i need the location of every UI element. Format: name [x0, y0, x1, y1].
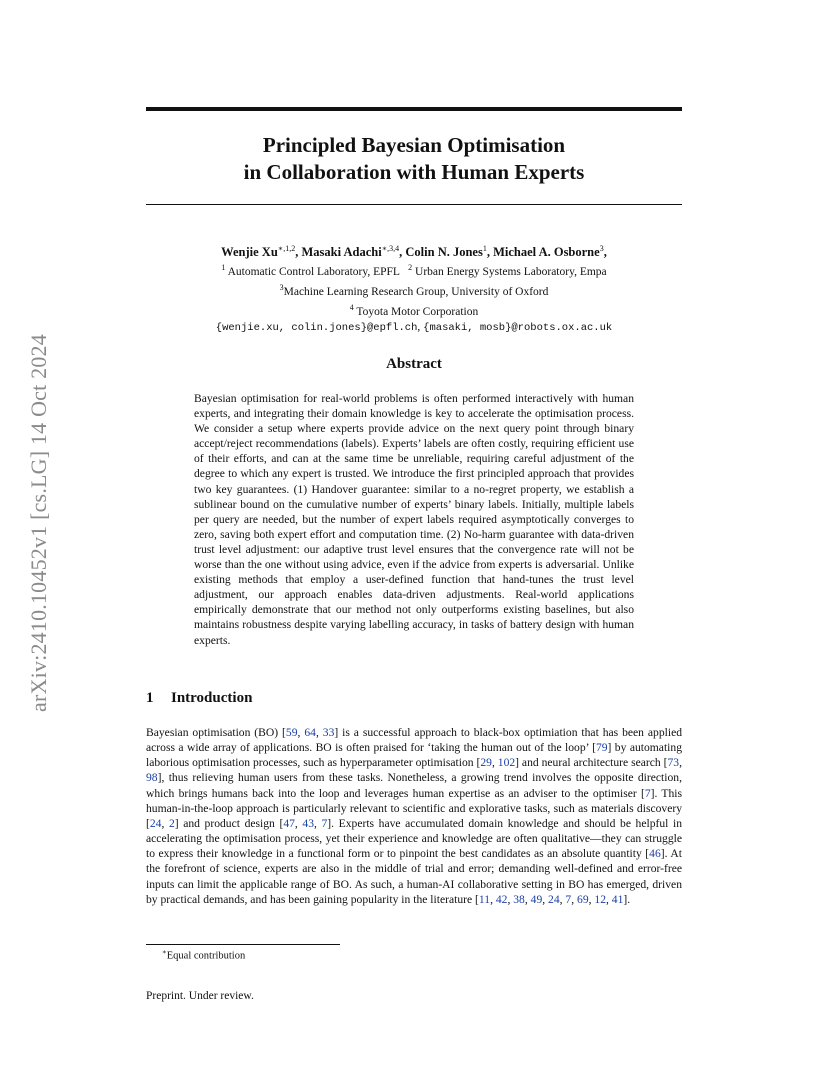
citation-link[interactable]: 43	[302, 816, 314, 830]
footnote-mark: ∗	[162, 948, 167, 956]
footnote	[162, 948, 245, 962]
author-name: Colin N. Jones	[405, 245, 483, 260]
title-line-1: Principled Bayesian Optimisation	[262, 133, 566, 157]
author-sup: 1	[482, 244, 487, 253]
citation-link[interactable]: 102	[497, 756, 516, 770]
affiliation: Urban Energy Systems Laboratory, Empa	[415, 265, 607, 278]
section-heading	[146, 690, 252, 707]
citation-link[interactable]: 11	[478, 892, 491, 906]
citation-link[interactable]: 24	[149, 816, 162, 830]
citation-link[interactable]: 29	[480, 756, 492, 770]
section-number: 1	[146, 690, 154, 706]
citation-link[interactable]: 69	[577, 892, 589, 906]
citation-link[interactable]: 64	[304, 726, 316, 739]
citation-link[interactable]: 42	[495, 892, 508, 906]
affiliation-line: $^1$ Automatic Control Laboratory, EPFL $^2$ Urban Energy Systems Laboratory, Empa	[221, 263, 607, 278]
affiliation: Toyota Motor Corporation	[356, 305, 479, 318]
footnote-rule	[146, 944, 340, 945]
citation-link[interactable]: 79	[595, 741, 608, 755]
citation-link[interactable]: 7	[321, 816, 328, 830]
citation-link[interactable]: 49	[530, 892, 543, 906]
arxiv-stamp	[22, 288, 56, 758]
author-name: Michael A. Osborne	[493, 245, 600, 260]
citation-link[interactable]: 38	[513, 892, 525, 906]
author-sup: ∗,1,2	[277, 244, 296, 253]
citation-link[interactable]: 7	[565, 892, 572, 906]
citation-link[interactable]: 12	[594, 892, 606, 906]
email-line: {wenjie.xu, colin.jones}@epfl.ch, {masaki, mosb}@robots.ox.ac.uk	[215, 320, 613, 334]
paper-title	[146, 132, 682, 186]
author-name: Masaki Adachi	[301, 245, 382, 260]
citation-link[interactable]: 7	[644, 786, 651, 800]
affiliation: Automatic Control Laboratory, EPFL	[227, 265, 400, 278]
citation-link[interactable]: 46	[649, 847, 661, 861]
author-name: Wenjie Xu	[221, 245, 278, 260]
author-sup: ∗,3,4	[381, 244, 400, 253]
section-title: Introduction	[171, 690, 253, 706]
footnote-text: Equal contribution	[166, 950, 246, 962]
preprint-note: Preprint. Under review.	[146, 990, 254, 1002]
abstract-text: Bayesian optimisation for real-world problems is often performed interactively with human experts, and integrating their domain knowledge is key to accelerate the optimisation process. We consider a setup where experts provide advice on the next query point through binary accept/reject recommendations (labels). Experts’ labels are often costly, requiring efficient use of their efforts, and can at the same time be unreliable, requiring careful adjustment of the degree to which any expert is trusted. We introduce the first principled approach that provides two key guarantees. (1) Handover guarantee: similar to a no-regret property, we establish a sublinear bound on the cumulative number of experts’ binary labels. Initially, multiple labels per query are needed, but the number of expert labels required asymptotically converges to zero, saving both expert effort and computation time. (2) No-harm guarantee with data-driven trust level adjustment: our adaptive trust level ensures that the convergence rate will not be worse than the one without using advice, even if the advice from experts is adversarial. Unlike existing methods that employ a user-defined function that hand-tunes the trust level adjustment, our approach enables data-driven adjustments. Real-world applications empirically demonstrate that our method not only outperforms existing baselines, but also maintains robustness despite varying labelling accuracy, in tasks of battery design with human experts.	[194, 392, 634, 647]
affiliation-line: $^3$Machine Learning Research Group, University of Oxford	[279, 282, 549, 298]
citation-link[interactable]: 33	[322, 726, 335, 739]
citation-link[interactable]: 73	[667, 756, 680, 770]
title-line-2: in Collaboration with Human Experts	[243, 160, 585, 184]
arxiv-stamp-text: arXiv:2410.10452v1 [cs.LG] 14 Oct 2024	[26, 334, 51, 712]
citation-link[interactable]: 98	[146, 771, 158, 785]
citation-link[interactable]: 47	[283, 816, 295, 830]
title-rule-top	[146, 107, 682, 111]
author-block	[146, 241, 682, 336]
citation-link[interactable]: 59	[285, 726, 298, 739]
citation-link[interactable]: 2	[168, 816, 175, 830]
author-list: Wenjie $Xu^{∗,1,2}$, Masaki Adachi$^{∗,3,4}$, Colin N. Jones$^1$, Michael A. Osborne$^3$,	[221, 244, 607, 260]
affiliation: Machine Learning Research Group, University of Oxford	[283, 285, 549, 298]
affiliation-line: $^4$ Toyota Motor Corporation	[349, 302, 479, 318]
author-sup: 3	[599, 244, 604, 253]
email-link[interactable]: {wenjie.xu, colin.jones}@epfl.ch	[215, 321, 418, 334]
citation-link[interactable]: 41	[611, 892, 624, 906]
abstract-heading: Abstract	[386, 356, 442, 372]
citation-link[interactable]: 24	[548, 892, 560, 906]
title-rule-bottom	[146, 204, 682, 205]
email-link[interactable]: {masaki, mosb}@robots.ox.ac.uk	[423, 321, 613, 334]
intro-paragraph: Bayesian optimisation (BO) [59, 64, 33] is a successful approach to black-box optimiation that has been applied across a wide array of applications. BO is often praised for ‘taking the human out of the loop’ [79] by automating laborious optimisation processes, such as hyperparameter optimisation [29, 102] and neural architecture search [73, 98], thus relieving human users from these tasks. Nonetheless, a growing trend involves the opposite direction, which brings humans back into the loop and leverages human expertise as an adviser to the optimiser [7]. This human-in-the-loop approach is particularly relevant to scientific and explorative tasks, such as materials discovery [24, 2] and product design [47, 43, 7]. Experts have accumulated domain knowledge and should be helpful in accelerating the optimisation process, yet their experience and knowledge are often qualitative—they can struggle to express their knowledge in a functional form or to pinpoint the best candidates as an absolute quantity [46]. At the forefront of science, experts are also in the middle of trial and error; demanding well-defined and error-free inputs can limit the applicable range of BO. As such, a human-AI collaborative setting in BO has emerged, driven by practical demands, and has been gaining popularity in the literature [11, 42, 38, 49, 24, 7, 69, 12, 41].	[146, 726, 683, 906]
